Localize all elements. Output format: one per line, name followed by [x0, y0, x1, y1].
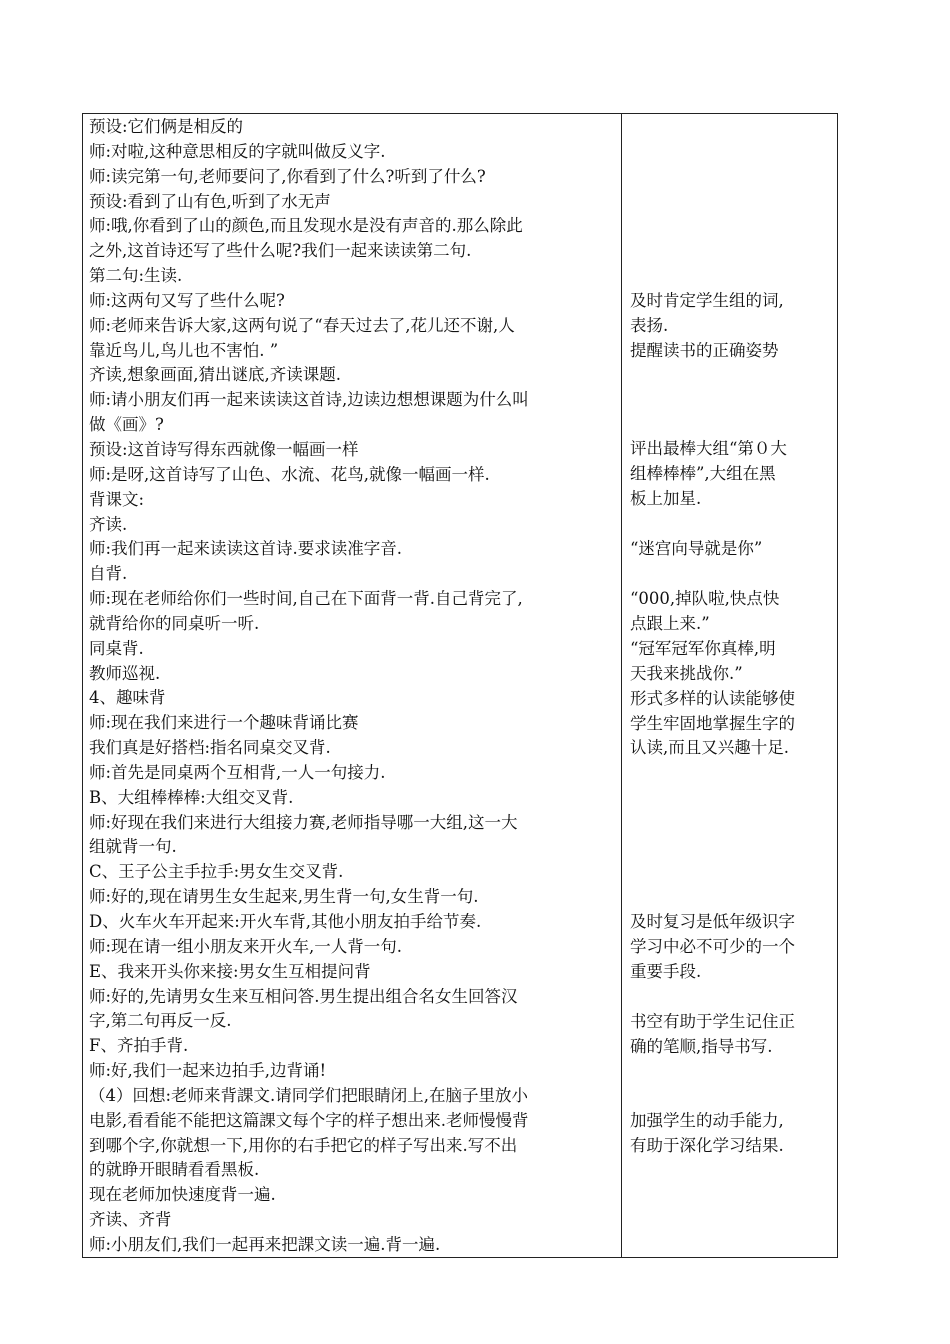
process-line: 师:现在请一组小朋友来开火车,一人背一句. — [89, 936, 403, 956]
process-line: 组就背一句. — [89, 837, 177, 857]
process-line: 背课文: — [89, 489, 145, 509]
note-line: 及时复习是低年级识字 — [630, 912, 795, 931]
design-note — [630, 1109, 832, 1159]
note-line: “000,掉队啦,快点快 — [630, 589, 780, 608]
process-line: 预设:看到了山有色,听到了水无声 — [89, 191, 331, 211]
process-line: 师:我们再一起来读读这首诗.要求读准字音. — [89, 539, 403, 559]
note-line: 天我来挑战你.” — [630, 663, 743, 683]
process-line: D、火车火车开起来:开火车背,其他小朋友拍手给节奏. — [89, 912, 482, 931]
note-line: 书空有助于学生记住正 — [630, 1012, 795, 1031]
note-line: “冠军冠军你真棒,明 — [630, 638, 776, 658]
process-line: 4、趣味背 — [89, 688, 166, 708]
design-note — [630, 910, 832, 985]
lesson-table — [82, 113, 838, 1258]
note-line: 学生牢固地掌握生字的 — [630, 713, 795, 733]
process-line: 到哪个字,你就想一下,用你的右手把它的样子写出来.写不出 — [89, 1135, 518, 1155]
process-line: B、大组棒棒棒:大组交叉背. — [89, 787, 294, 807]
process-line: 师:现在老师给你们一些时间,自己在下面背一背.自己背完了, — [89, 589, 523, 609]
process-line: 同桌背. — [89, 638, 144, 658]
process-line: 自背. — [89, 564, 128, 584]
process-line: 师:好的,先请男女生来互相问答.男生提出组合名女生回答汉 — [89, 986, 518, 1006]
process-line: 师:首先是同桌两个互相背,一人一句接力. — [89, 762, 386, 782]
note-line: 点跟上来.” — [630, 613, 710, 633]
process-line: 师:读完第一句,老师要问了,你看到了什么?听到了什么? — [89, 166, 486, 186]
process-line: （4）回想:老师来背課文.请同学们把眼睛闭上,在脑子里放小 — [89, 1085, 529, 1105]
process-line: 师:是呀,这首诗写了山色、水流、花鸟,就像一幅画一样. — [89, 464, 490, 484]
note-line: 认读,而且又兴趣十足. — [630, 738, 789, 758]
process-line: 师:小朋友们,我们一起再来把課文读一遍.背一遍. — [89, 1234, 441, 1254]
process-line: 就背给你的同桌听一听. — [89, 613, 260, 633]
note-line: 评出最棒大组“第０大 — [630, 439, 787, 458]
process-line: 靠近鸟儿,鸟儿也不害怕. ” — [89, 340, 279, 360]
process-line: E、我来开头你来接:男女生互相提问背 — [89, 961, 371, 981]
process-line: 我们真是好搭档:指名同桌交叉背. — [89, 738, 331, 758]
process-line: 字,第二句再反一反. — [89, 1011, 232, 1031]
process-line: 预设:它们俩是相反的 — [89, 117, 244, 136]
note-line: 板上加星. — [630, 488, 702, 508]
process-line: 齐读,想象画面,猜出谜底,齐读课题. — [89, 365, 341, 385]
design-note — [630, 587, 832, 761]
note-line: “迷宫向导就是你” — [630, 539, 763, 558]
process-line: 师:对啦,这种意思相反的字就叫做反义字. — [89, 141, 386, 161]
note-line: 重要手段. — [630, 961, 702, 981]
process-line: 师:好的,现在请男生女生起来,男生背一句,女生背一句. — [89, 887, 479, 907]
process-line: C、王子公主手拉手:男女生交叉背. — [89, 862, 344, 882]
process-line: 齐读. — [89, 514, 128, 534]
design-note — [630, 289, 832, 364]
process-line: 师:这两句又写了些什么呢? — [89, 290, 285, 310]
process-line: 师:好现在我们来进行大组接力赛,老师指导哪一大组,这一大 — [89, 812, 518, 832]
note-line: 有助于深化学习结果. — [630, 1135, 784, 1155]
process-line: 现在老师加快速度背一遍. — [89, 1185, 276, 1205]
process-line: 师:老师来告诉大家,这两句说了“春天过去了,花儿还不谢,人 — [89, 315, 515, 335]
process-line: 电影,看看能不能把这篇課文每个字的样子想出来.老师慢慢背 — [89, 1110, 529, 1130]
note-line: 提醒读书的正确姿势 — [630, 340, 779, 360]
process-line: 预设:这首诗写得东西就像一幅画一样 — [89, 439, 359, 459]
column-divider — [621, 114, 622, 1257]
teaching-process-column — [89, 115, 617, 1258]
process-line: 的就睁开眼睛看看黑板. — [89, 1160, 260, 1180]
process-line: 第二句:生读. — [89, 266, 183, 286]
note-line: 学习中必不可少的一个 — [630, 936, 795, 956]
design-note — [630, 437, 832, 512]
design-note — [630, 1010, 832, 1060]
note-line: 加强学生的动手能力, — [630, 1111, 784, 1130]
process-line: 师:请小朋友们再一起来读读这首诗,边读边想想课题为什么叫 — [89, 390, 529, 410]
process-line: 之外,这首诗还写了些什么呢?我们一起来读读第二句. — [89, 241, 472, 261]
process-line: F、齐拍手背. — [89, 1036, 189, 1056]
process-line: 做《画》? — [89, 415, 164, 435]
process-line: 师:好,我们一起来边拍手,边背诵! — [89, 1061, 327, 1081]
note-line: 形式多样的认读能够使 — [630, 688, 795, 708]
note-line: 及时肯定学生组的词, — [630, 291, 784, 310]
process-line: 师:哦,你看到了山的颜色,而且发现水是没有声音的.那么除此 — [89, 216, 523, 236]
design-note — [630, 537, 832, 562]
note-line: 组棒棒棒”,大组在黑 — [630, 463, 776, 483]
process-line: 教师巡视. — [89, 663, 161, 683]
note-line: 表扬. — [630, 315, 669, 335]
note-line: 确的笔顺,指导书写. — [630, 1036, 773, 1056]
process-line: 师:现在我们来进行一个趣味背诵比赛 — [89, 713, 359, 733]
process-line: 齐读、齐背 — [89, 1210, 172, 1230]
